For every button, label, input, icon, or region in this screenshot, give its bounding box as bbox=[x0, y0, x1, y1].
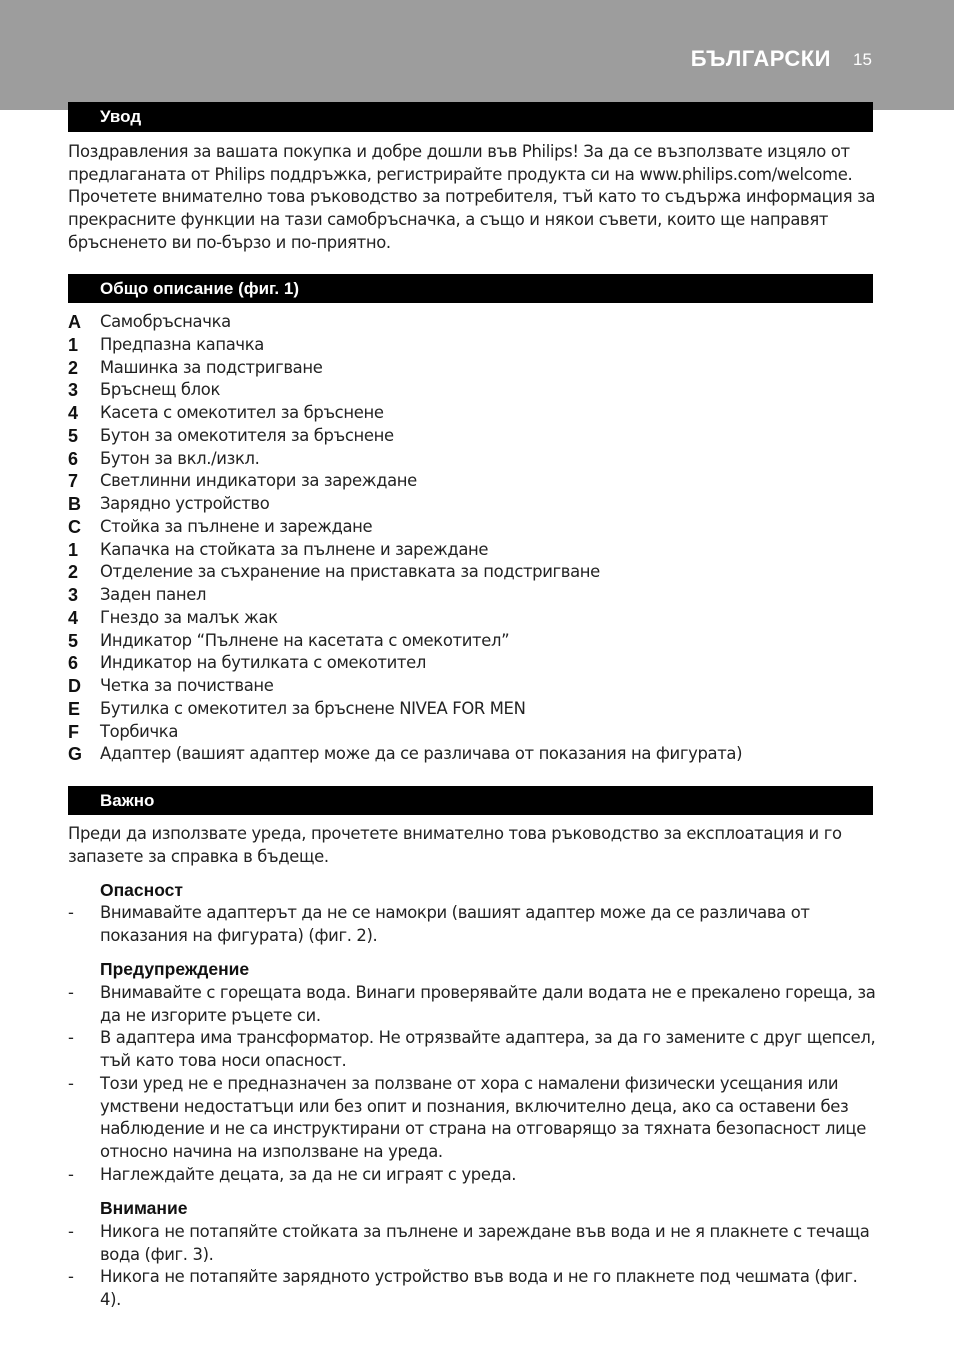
list-item bbox=[68, 425, 878, 448]
danger-heading: Опасност bbox=[100, 880, 183, 900]
bullet-dash: - bbox=[68, 1164, 74, 1184]
list-item bbox=[68, 1164, 878, 1187]
item-label: 2 bbox=[68, 562, 78, 583]
list-item bbox=[68, 311, 878, 334]
section-title: Общо описание (фиг. 1) bbox=[100, 279, 299, 298]
intro-paragraph: Поздравления за вашата покупка и добре дошли във Philips! За да се възползвате изцяло от предлаганата от Philips поддръжка, регистрирайте продукта си на www.philips.com/welcome. Прочетете внимателно това ръководство за потребителя, тъй като то съдържа информация за прекрасните функции на тази самобръсначка, а също и някои съвети, които ще направят бръсненето ви по-бързо и по-приятно. bbox=[68, 142, 876, 252]
item-text: Индикатор “Пълнене на касетата с омекотител” bbox=[100, 630, 510, 650]
item-text: Бутилка с омекотител за бръснене NIVEA FOR MEN bbox=[100, 698, 526, 718]
item-label: 1 bbox=[68, 334, 78, 355]
list-item bbox=[68, 516, 878, 539]
item-label: 1 bbox=[68, 539, 78, 560]
page-header bbox=[0, 0, 954, 110]
list-item bbox=[68, 448, 878, 471]
warning-list bbox=[68, 982, 878, 1186]
item-label: F bbox=[68, 721, 79, 742]
item-label: 4 bbox=[68, 403, 78, 423]
list-item bbox=[68, 743, 878, 766]
item-label: E bbox=[68, 698, 80, 719]
item-text: Бръснещ блок bbox=[100, 380, 221, 400]
caution-heading: Внимание bbox=[100, 1198, 188, 1218]
item-text: Предпазна капачка bbox=[100, 334, 264, 354]
section-description-header bbox=[68, 274, 873, 303]
list-item bbox=[68, 1027, 878, 1072]
item-text: В адаптера има трансформатор. Не отрязвайте адаптера, за да го замените с друг щепсел, тъй като това носи опасност. bbox=[100, 1028, 876, 1071]
list-item bbox=[68, 675, 878, 698]
important-paragraph: Преди да използвате уреда, прочетете внимателно това ръководство за експлоатация и го запазете за справка в бъдеще. bbox=[68, 824, 842, 866]
list-item bbox=[68, 698, 878, 721]
bullet-dash: - bbox=[68, 1073, 74, 1093]
list-item bbox=[68, 607, 878, 630]
item-label: B bbox=[68, 494, 81, 514]
section-title: Увод bbox=[100, 107, 142, 126]
item-label: C bbox=[68, 516, 81, 537]
warning-heading: Предупреждение bbox=[100, 959, 250, 979]
list-item bbox=[68, 539, 878, 562]
item-text: Този уред не е предназначен за ползване от хора с намалени физически усещания или умствени недостатъци или без опит и познания, включително деца, ако са оставени без наблюдение и не са инструктирани от страна на отговарящо за тяхната безопасност лице относно начина на използване на уреда. bbox=[100, 1073, 866, 1161]
item-text: Самобръсначка bbox=[100, 312, 231, 331]
item-text: Стойка за пълнене и зареждане bbox=[100, 516, 373, 536]
item-text: Гнездо за малък жак bbox=[100, 607, 278, 627]
item-text: Четка за почистване bbox=[100, 676, 274, 695]
item-text: Машинка за подстригване bbox=[100, 357, 323, 377]
list-item bbox=[68, 379, 878, 402]
bullet-dash: - bbox=[68, 983, 74, 1002]
list-item bbox=[68, 357, 878, 380]
item-label: 4 bbox=[68, 607, 78, 628]
item-text: Адаптер (вашият адаптер може да се различава от показания на фигурата) bbox=[100, 744, 743, 764]
list-item bbox=[68, 721, 878, 744]
list-item bbox=[68, 1221, 878, 1266]
item-text: Зарядно устройство bbox=[100, 494, 270, 513]
item-label: A bbox=[68, 312, 81, 332]
item-label: 3 bbox=[68, 380, 78, 401]
item-text: Светлинни индикатори за зареждане bbox=[100, 471, 417, 491]
list-item bbox=[68, 584, 878, 607]
item-label: D bbox=[68, 676, 81, 696]
item-text: Никога не потапяйте стойката за пълнене и зареждане във вода и не я плакнете с течаща вода (фиг. 3). bbox=[100, 1222, 870, 1264]
item-text: Никога не потапяйте зарядното устройство във вода и не го плакнете под чешмата (фиг. 4). bbox=[100, 1267, 858, 1310]
bullet-dash: - bbox=[68, 1267, 74, 1287]
item-label: 7 bbox=[68, 471, 78, 492]
item-label: 5 bbox=[68, 425, 78, 446]
list-item bbox=[68, 652, 878, 675]
item-text: Заден панел bbox=[100, 585, 207, 604]
section-title: Важно bbox=[100, 791, 155, 810]
section-intro-header bbox=[68, 102, 873, 132]
list-item bbox=[68, 334, 878, 357]
item-label: 3 bbox=[68, 585, 78, 605]
item-text: Капачка на стойката за пълнене и зареждане bbox=[100, 539, 489, 559]
item-text: Бутон за омекотителя за бръснене bbox=[100, 425, 394, 445]
bullet-dash: - bbox=[68, 1028, 74, 1048]
bullet-dash: - bbox=[68, 1222, 74, 1241]
list-item bbox=[68, 982, 878, 1027]
item-text: Внимавайте с горещата вода. Винаги проверявайте дали водата не е прекалено гореща, за да не изгорите ръцете си. bbox=[100, 983, 876, 1025]
bullet-dash: - bbox=[68, 903, 74, 922]
list-item bbox=[68, 902, 878, 947]
language-title: БЪЛГАРСКИ bbox=[690, 46, 831, 71]
list-item bbox=[68, 1073, 878, 1164]
item-label: 6 bbox=[68, 448, 78, 469]
parts-list bbox=[68, 311, 878, 766]
danger-list bbox=[68, 902, 878, 947]
list-item bbox=[68, 1266, 878, 1311]
list-item bbox=[68, 402, 878, 425]
item-text: Отделение за съхранение на приставката за подстригване bbox=[100, 562, 600, 582]
list-item bbox=[68, 561, 878, 584]
list-item bbox=[68, 470, 878, 493]
item-text: Наглеждайте децата, за да не си играят с уреда. bbox=[100, 1164, 517, 1184]
item-text: Касета с омекотител за бръснене bbox=[100, 403, 384, 422]
item-label: 6 bbox=[68, 653, 78, 674]
caution-list bbox=[68, 1221, 878, 1312]
item-text: Бутон за вкл./изкл. bbox=[100, 448, 260, 468]
item-text: Индикатор на бутилката с омекотител bbox=[100, 653, 426, 673]
item-label: 5 bbox=[68, 630, 78, 651]
item-label: 2 bbox=[68, 357, 78, 378]
list-item bbox=[68, 493, 878, 516]
item-label: G bbox=[68, 744, 82, 765]
page-number: 15 bbox=[853, 50, 872, 69]
item-text: Внимавайте адаптерът да не се намокри (вашият адаптер може да се различава от показания на фигурата) (фиг. 2). bbox=[100, 903, 810, 945]
list-item bbox=[68, 630, 878, 653]
section-important-header bbox=[68, 786, 873, 815]
item-text: Торбичка bbox=[100, 721, 179, 741]
